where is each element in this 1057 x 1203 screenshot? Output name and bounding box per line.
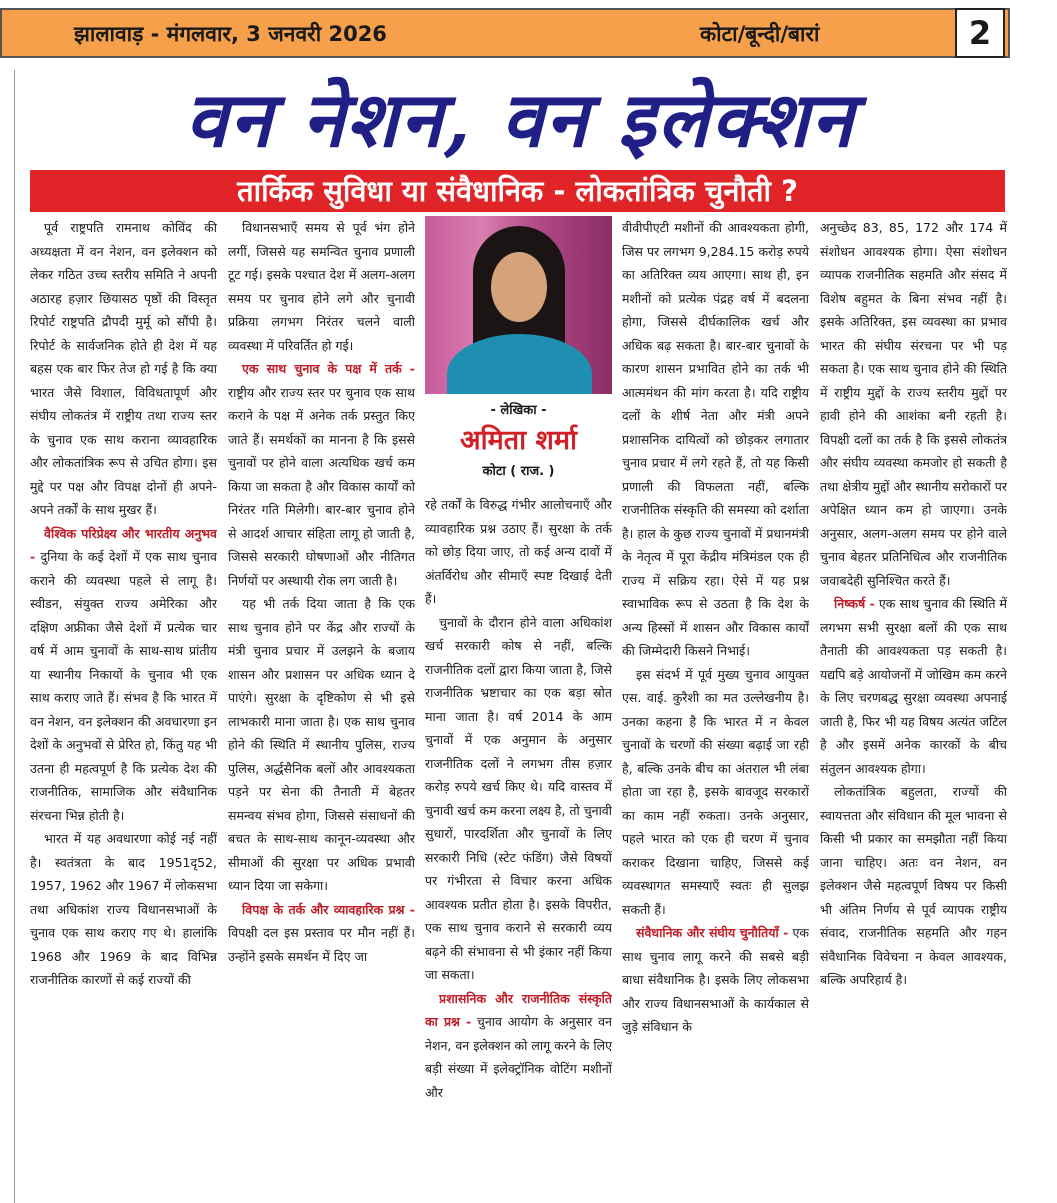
section-heading: प्रशासनिक और राजनीतिक संस्कृति का प्रश्न - <box>425 990 612 1029</box>
article-column-5 <box>820 216 1007 1201</box>
paragraph <box>425 987 612 1105</box>
author-photo <box>425 216 612 394</box>
paragraph: चुनावों के दौरान होने वाला अधिकांश खर्च सरकारी कोष से नहीं, बल्कि राजनीतिक दलों द्वारा किया जाता है, जिसे राजनीतिक भ्रष्टाचार का एक बड़ा स्रोत माना जाता है। वर्ष 2014 के आम चुनावों में एक अनुमान के अनुसार राजनीतिक दलों ने लगभग तीस हज़ार करोड़ रुपये खर्च किए थे। यदि वास्तव में चुनावी खर्च कम करना लक्ष्य है, तो चुनावी सुधारों, पारदर्शिता और चुनावों के लिए सरकारी निधि (स्टेट फंडिंग) जैसे विषयों पर गंभीरता से विचार करना अधिक आवश्यक प्रतीत होता है। इसके विपरीत, एक साथ चुनाव कराने से सरकारी व्यय बढ़ने की संभावना से भी इंकार नहीं किया जा सकता। <box>425 614 612 982</box>
paragraph-text: एक साथ चुनाव की स्थिति में लगभग सभी सुरक्षा बलों की एक साथ तैनाती की आवश्यकता पड़ सकती है। यद्यपि बड़े आयोजनों में जोखिम कम करने के लिए चरणबद्ध सुरक्षा व्यवस्था अपनाई जाती है, फिर भी यह विषय अत्यंत जटिल है और इसमें अनेक कारकों के बीच संतुलन आवश्यक होगा। <box>820 596 1007 776</box>
paragraph: भारत में यह अवधारणा कोई नई नहीं है। स्वतंत्रता के बाद 1951दृ52, 1957, 1962 और 1967 में लोकसभा तथा अधिकांश राज्य विधानसभाओं के चुनाव एक साथ कराए गए थे। हालांकि 1968 और 1969 के बाद विभिन्न राजनीतिक कारणों से कई राज्यों की <box>30 831 217 987</box>
article-column-2 <box>228 216 415 1201</box>
author-box <box>425 216 612 486</box>
masthead-date: झालावाड़ - मंगलवार, 3 जनवरी 2026 <box>74 22 387 46</box>
masthead-bar <box>0 8 1010 58</box>
paragraph-text: एक साथ चुनाव लागू करने की सबसे बड़ी बाधा संवैधानिक है। इसके लिए लोकसभा और राज्य विधानसभाओं के कार्यकाल से जुड़े संविधान के <box>622 925 809 1034</box>
paragraph: यह भी तर्क दिया जाता है कि एक साथ चुनाव होने पर केंद्र और राज्यों के मंत्री चुनाव प्रचार में उलझने के बजाय शासन और प्रशासन पर अधिक ध्यान दे पाएंगे। सुरक्षा के दृष्टिकोण से भी इसे लाभकारी माना जाता है। एक साथ चुनाव होने की स्थिति में स्थानीय पुलिस, राज्य पुलिस, अर्द्धसैनिक बलों और आवश्यकता पड़ने पर सेना की तैनाती में बेहतर समन्वय संभव होगा, जिससे संसाधनों की बचत के साथ-साथ कानून-व्यवस्था और सीमाओं की सुरक्षा पर अधिक प्रभावी ध्यान दिया जा सकेगा। <box>228 596 415 893</box>
paragraph <box>228 357 415 592</box>
author-role: - लेखिका - <box>490 403 547 418</box>
author-place: कोटा ( राज. ) <box>482 464 555 479</box>
paragraph <box>228 898 415 969</box>
subheadline: तार्किक सुविधा या संवैधानिक - लोकतांत्रिक चुनौती ? <box>30 170 1005 212</box>
section-heading: एक साथ चुनाव के पक्ष में तर्क - <box>242 361 415 376</box>
section-heading: निष्कर्ष - <box>834 596 875 611</box>
paragraph <box>622 921 809 1039</box>
paragraph <box>820 592 1007 780</box>
paragraph-text: राष्ट्रीय और राज्य स्तर पर चुनाव एक साथ कराने के पक्ष में अनेक तर्क प्रस्तुत किए जाते हैं। समर्थकों का मानना है कि इससे चुनावों पर होने वाला अत्यधिक खर्च कम किया जा सकता है और विकास कार्यों को निरंतर गति मिलेगी। बार-बार चुनाव होने से आदर्श आचार संहिता लागू हो जाती है, जिससे सरकारी घोषणाओं और नीतिगत निर्णयों पर अस्थायी रोक लग जाती है। <box>228 384 415 588</box>
paragraph: लोकतांत्रिक बहुलता, राज्यों की स्वायत्तता और संविधान की मूल भावना से किसी भी प्रकार का समझौता नहीं किया जाना चाहिए। अतः वन नेशन, वन इलेक्शन जैसे महत्वपूर्ण विषय पर किसी भी अंतिम निर्णय से पूर्व व्यापक राष्ट्रीय संवाद, राजनीतिक सहमति और गहन संवैधानिक विवेचना न केवल आवश्यक, बल्कि अपरिहार्य है। <box>820 784 1007 987</box>
paragraph-text: विपक्षी दल इस प्रस्ताव पर मौन नहीं हैं। उन्होंने इसके समर्थन में दिए जा <box>228 925 415 964</box>
section-heading: वैश्विक परिप्रेक्ष्य और भारतीय अनुभव - <box>30 525 217 564</box>
paragraph-text: दुनिया के कई देशों में एक साथ चुनाव कराने की व्यवस्था पहले से लागू है। स्वीडन, संयुक्त राज्य अमेरिका और दक्षिण अफ्रीका जैसे देशों में प्रत्येक चार वर्ष में आम चुनावों के साथ-साथ प्रांतीय या स्थानीय निकायों के चुनाव भी एक साथ कराए जाते हैं। संभव है कि भारत में वन नेशन, वन इलेक्शन की अवधारणा इन देशों के अनुभवों से प्रेरित हो, किंतु यह भी उतना ही महत्वपूर्ण है कि प्रत्येक देश की राजनीतिक, सामाजिक और संवैधानिक संरचना भिन्न होती है। <box>30 549 217 823</box>
paragraph: अनुच्छेद 83, 85, 172 और 174 में संशोधन आवश्यक होगा। ऐसा संशोधन व्यापक राजनीतिक सहमति और संसद में विशेष बहुमत के बिना संभव नहीं है। इसके अतिरिक्त, इस व्यवस्था का प्रभाव भारत की संघीय संरचना पर भी पड़ सकता है। एक साथ चुनाव होने की स्थिति में राष्ट्रीय मुद्दों के राज्य स्तरीय मुद्दों पर हावी होने की आशंका बनी रहती है। विपक्षी दलों का तर्क है कि इससे लोकतंत्र और संघीय व्यवस्था कमजोर हो सकती है तथा क्षेत्रीय मुद्दों और स्थानीय सरोकारों पर अपेक्षित ध्यान कम हो जाएगा। उनके अनुसार, अलग-अलग समय पर होने वाले चुनाव बेहतर प्रतिनिधित्व और राजनीतिक जवाबदेही सुनिश्चित करते हैं। <box>820 220 1007 588</box>
article-column-4 <box>622 216 809 1201</box>
paragraph: रहे तर्कों के विरुद्ध गंभीर आलोचनाएँ और व्यावहारिक प्रश्न उठाए हैं। सुरक्षा के तर्क को छोड़ दिया जाए, तो कई अन्य दावों में अंतर्विरोध और सीमाएँ स्पष्ट दिखाई देती हैं। <box>425 497 612 606</box>
article-column-1 <box>30 216 217 1201</box>
masthead-region: कोटा/बून्दी/बारां <box>700 22 820 46</box>
headline: वन नेशन, वन इलेक्शन <box>185 75 855 164</box>
paragraph: वीवीपीएटी मशीनों की आवश्यकता होगी, जिस पर लगभग 9,284.15 करोड़ रुपये का अतिरिक्त व्यय आएगा। साथ ही, इन मशीनों को प्रत्येक पंद्रह वर्ष में बदलना होगा, जिससे दीर्घकालिक खर्च और अधिक बढ़ सकता है। बार-बार चुनावों के कारण शासन प्रभावित होने का तर्क भी आत्ममंथन की मांग करता है। यदि राष्ट्रीय दलों के शीर्ष नेता और मंत्री अपने प्रशासनिक दायित्वों को छोड़कर लगातार चुनाव प्रचार में लगे रहते हैं, तो यह किसी प्रणाली की विफलता नहीं, बल्कि राजनीतिक संस्कृति की समस्या को दर्शाता है। हाल के कुछ राज्य चुनावों में प्रधानमंत्री के नेतृत्व में पूरा केंद्रीय मंत्रिमंडल एक ही राज्य में सक्रिय रहा। ऐसे में यह प्रश्न स्वाभाविक रूप से उठता है कि देश के अन्य हिस्सों में शासन और विकास कार्यों की जिम्मेदारी किसने निभाई। <box>622 220 809 658</box>
paragraph <box>30 522 217 828</box>
author-name: अमिता शर्मा <box>459 425 578 456</box>
page-number: 2 <box>955 8 1005 58</box>
paragraph: पूर्व राष्ट्रपति रामनाथ कोविंद की अध्यक्षता में वन नेशन, वन इलेक्शन को लेकर गठित उच्च स्तरीय समिति ने अपनी अठारह हज़ार छियासठ पृष्ठों की विस्तृत रिपोर्ट राष्ट्रपति द्रौपदी मुर्मू को सौंपी है। रिपोर्ट के सार्वजनिक होते ही देश में यह बहस एक बार फिर तेज हो गई है कि क्या भारत जैसे विशाल, विविधतापूर्ण और संघीय लोकतंत्र में राष्ट्रीय तथा राज्य स्तर के चुनाव एक साथ कराना व्यावहारिक और लोकतांत्रिक रूप से उचित होगा। इस मुद्दे पर पक्ष और विपक्ष दोनों ही अपने-अपने तर्कों के साथ मुखर हैं। <box>30 220 217 517</box>
section-heading: संवैधानिक और संघीय चुनौतियाँ - <box>636 925 789 940</box>
adjacent-page-strip <box>0 70 15 1203</box>
author-caption <box>425 394 612 486</box>
paragraph: विधानसभाएँ समय से पूर्व भंग होने लगीं, जिससे यह समन्वित चुनाव प्रणाली टूट गई। इसके पश्चात देश में अलग-अलग समय पर चुनाव होने लगे और चुनावी प्रक्रिया लगभग निरंतर चलने वाली व्यवस्था में परिवर्तित हो गई। <box>228 220 415 353</box>
paragraph-text: चुनाव आयोग के अनुसार वन नेशन, वन इलेक्शन को लागू करने के लिए बड़ी संख्या में इलेक्ट्रॉनिक वोटिंग मशीनों और <box>425 1014 612 1100</box>
section-heading: विपक्ष के तर्क और व्यावहारिक प्रश्न - <box>242 901 415 917</box>
article-column-3 <box>425 493 612 1203</box>
paragraph: इस संदर्भ में पूर्व मुख्य चुनाव आयुक्त एस. वाई. कुरैशी का मत उल्लेखनीय है। उनका कहना है कि भारत में न केवल चुनावों के चरणों की संख्या बढ़ाई जा रही है, बल्कि उनके बीच का अंतराल भी लंबा होता जा रहा है, इसके बावजूद सरकारों का काम नहीं रुकता। उनके अनुसार, पहले भारत को एक ही चरण में चुनाव कराकर दिखाना चाहिए, जिससे कई व्यवस्थागत समस्याएँ स्वतः ही सुलझ सकती हैं। <box>622 666 809 917</box>
